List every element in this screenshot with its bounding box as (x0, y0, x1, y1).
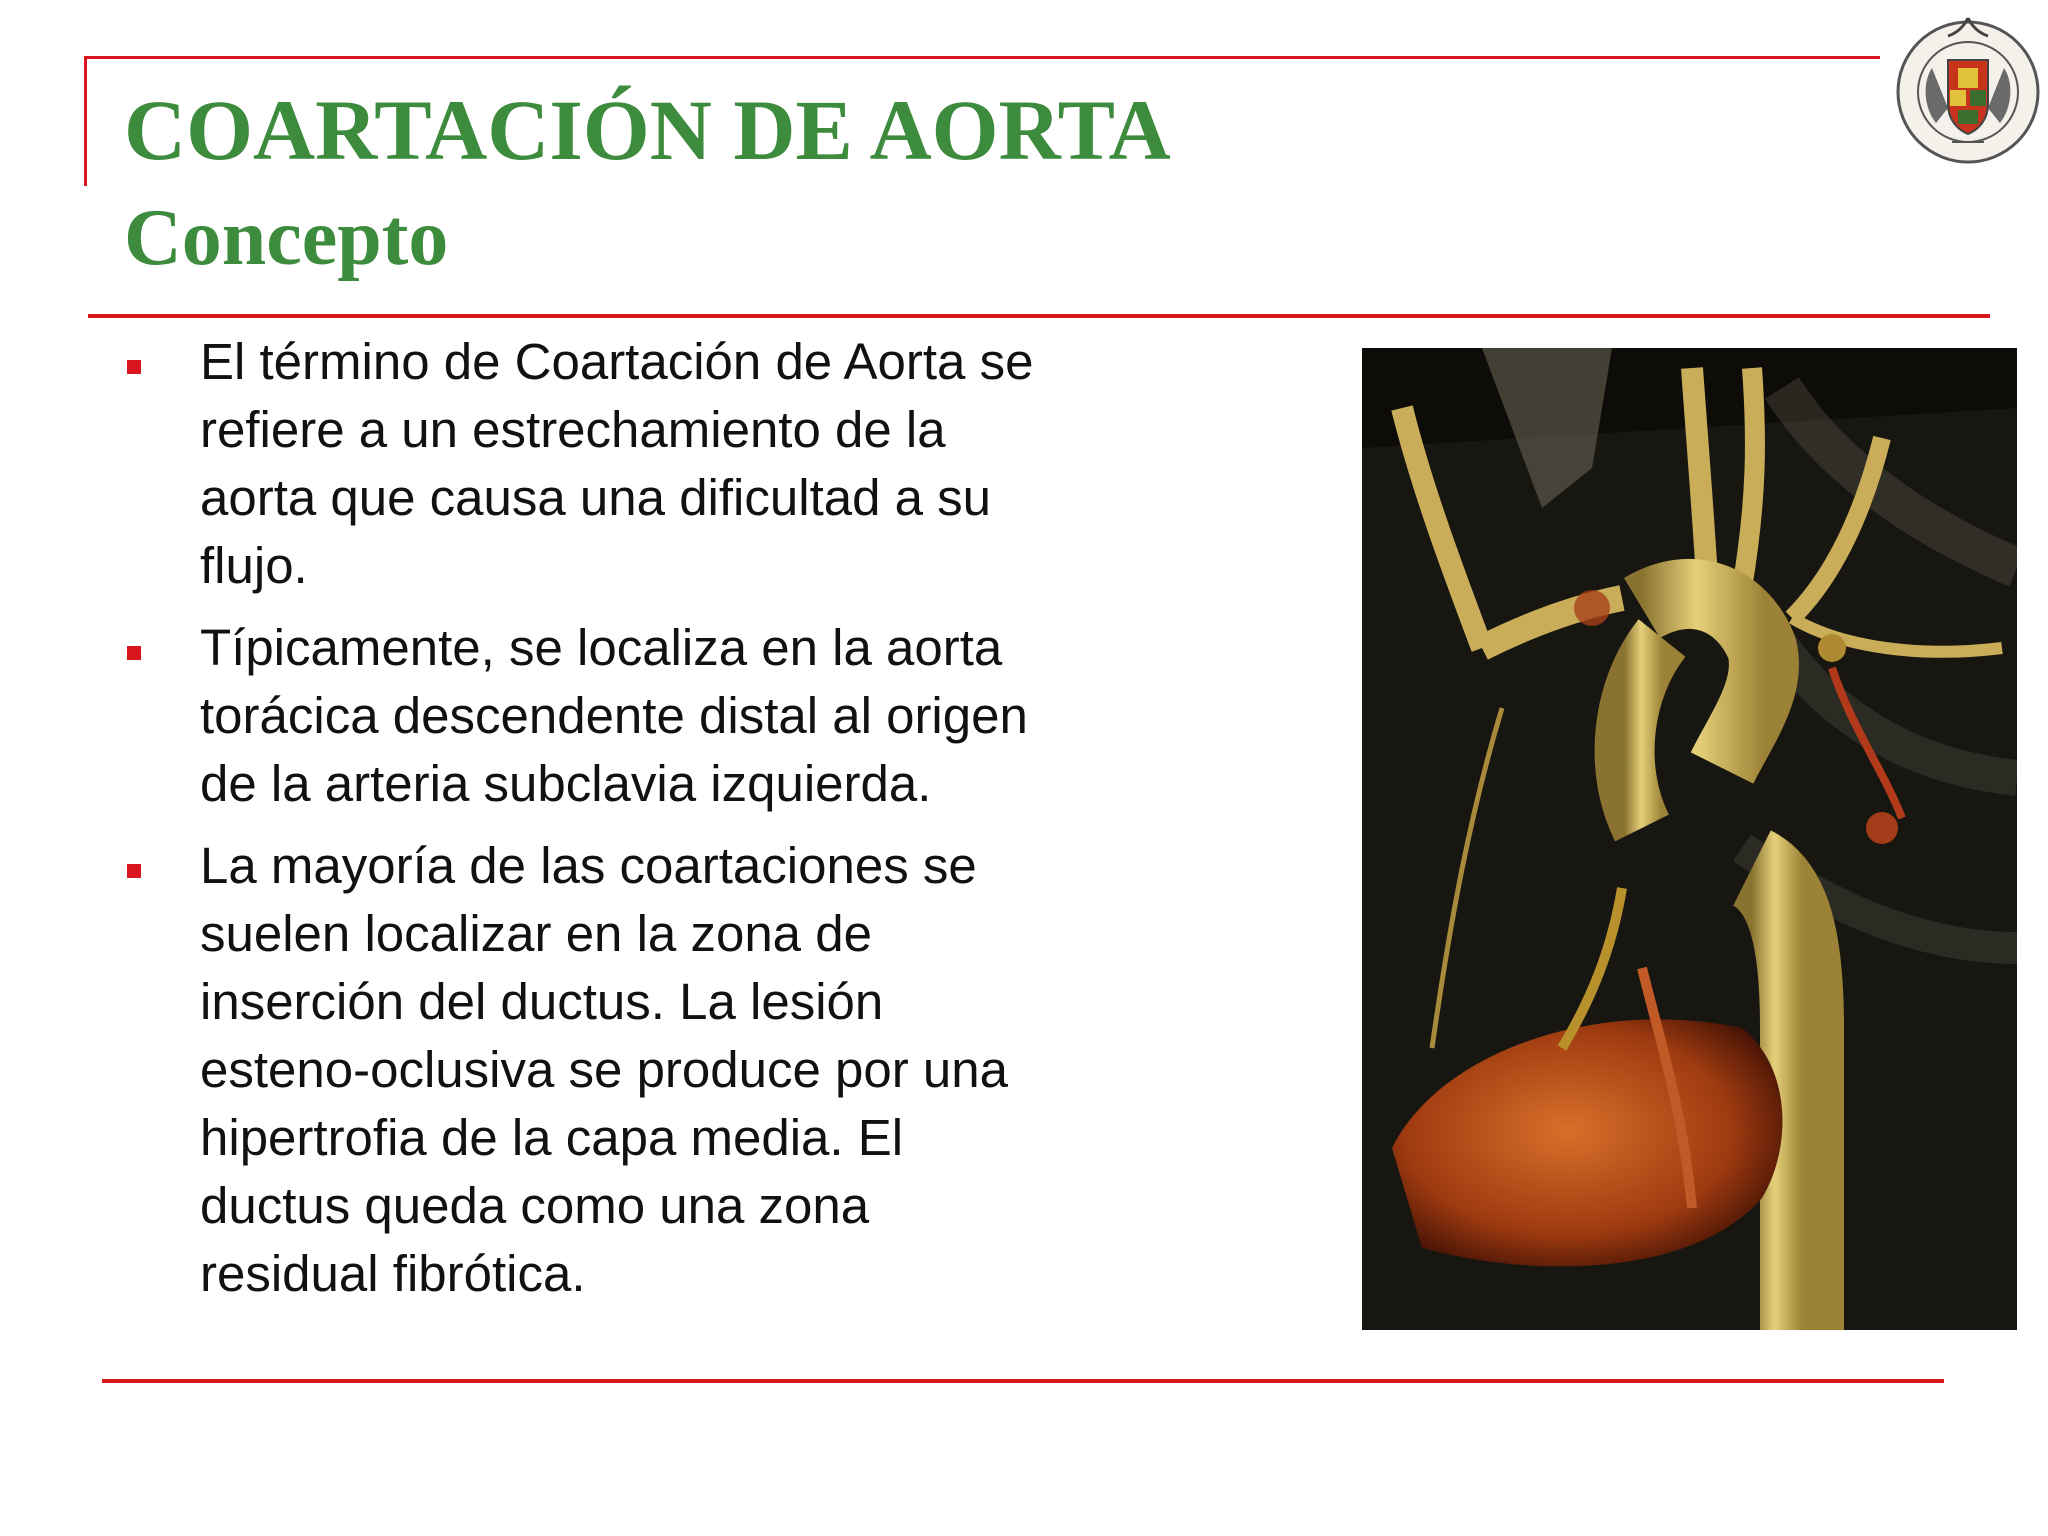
bullet-line: refiere a un estrechamiento de la (200, 401, 946, 458)
bullet-line: de la arteria subclavia izquierda. (200, 755, 932, 812)
bullet-line: Típicamente, se localiza en la aorta (200, 619, 1003, 676)
square-bullet-icon (127, 864, 141, 878)
bullet-line: torácica descendente distal al origen (200, 687, 1028, 744)
bullet-line: hipertrofia de la capa media. El (200, 1109, 904, 1166)
bullet-line: residual fibrótica. (200, 1245, 586, 1302)
frame-top-rule (84, 56, 1880, 59)
bullet-item (124, 328, 1324, 600)
bullet-line: El término de Coartación de Aorta se (200, 333, 1034, 390)
footer-divider (102, 1379, 1944, 1383)
bullet-item (124, 614, 1324, 818)
square-bullet-icon (127, 646, 141, 660)
slide-subtitle: Concepto (124, 194, 449, 282)
bullet-line: La mayoría de las coartaciones se (200, 837, 977, 894)
bullet-line: ductus queda como una zona (200, 1177, 870, 1234)
frame-left-rule (84, 56, 87, 186)
header-divider (88, 314, 1990, 318)
bullet-line: esteno-oclusiva se produce por una (200, 1041, 1009, 1098)
aorta-ct-image (1362, 348, 2017, 1330)
bullet-item (124, 832, 1324, 1308)
bullet-list (124, 328, 1324, 1322)
bullet-line: flujo. (200, 537, 308, 594)
bullet-line: aorta que causa una dificultad a su (200, 469, 992, 526)
bullet-line: suelen localizar en la zona de (200, 905, 872, 962)
university-seal-icon (1892, 8, 2044, 176)
slide-title: COARTACIÓN DE AORTA (124, 82, 1171, 178)
bullet-line: inserción del ductus. La lesión (200, 973, 884, 1030)
square-bullet-icon (127, 360, 141, 374)
